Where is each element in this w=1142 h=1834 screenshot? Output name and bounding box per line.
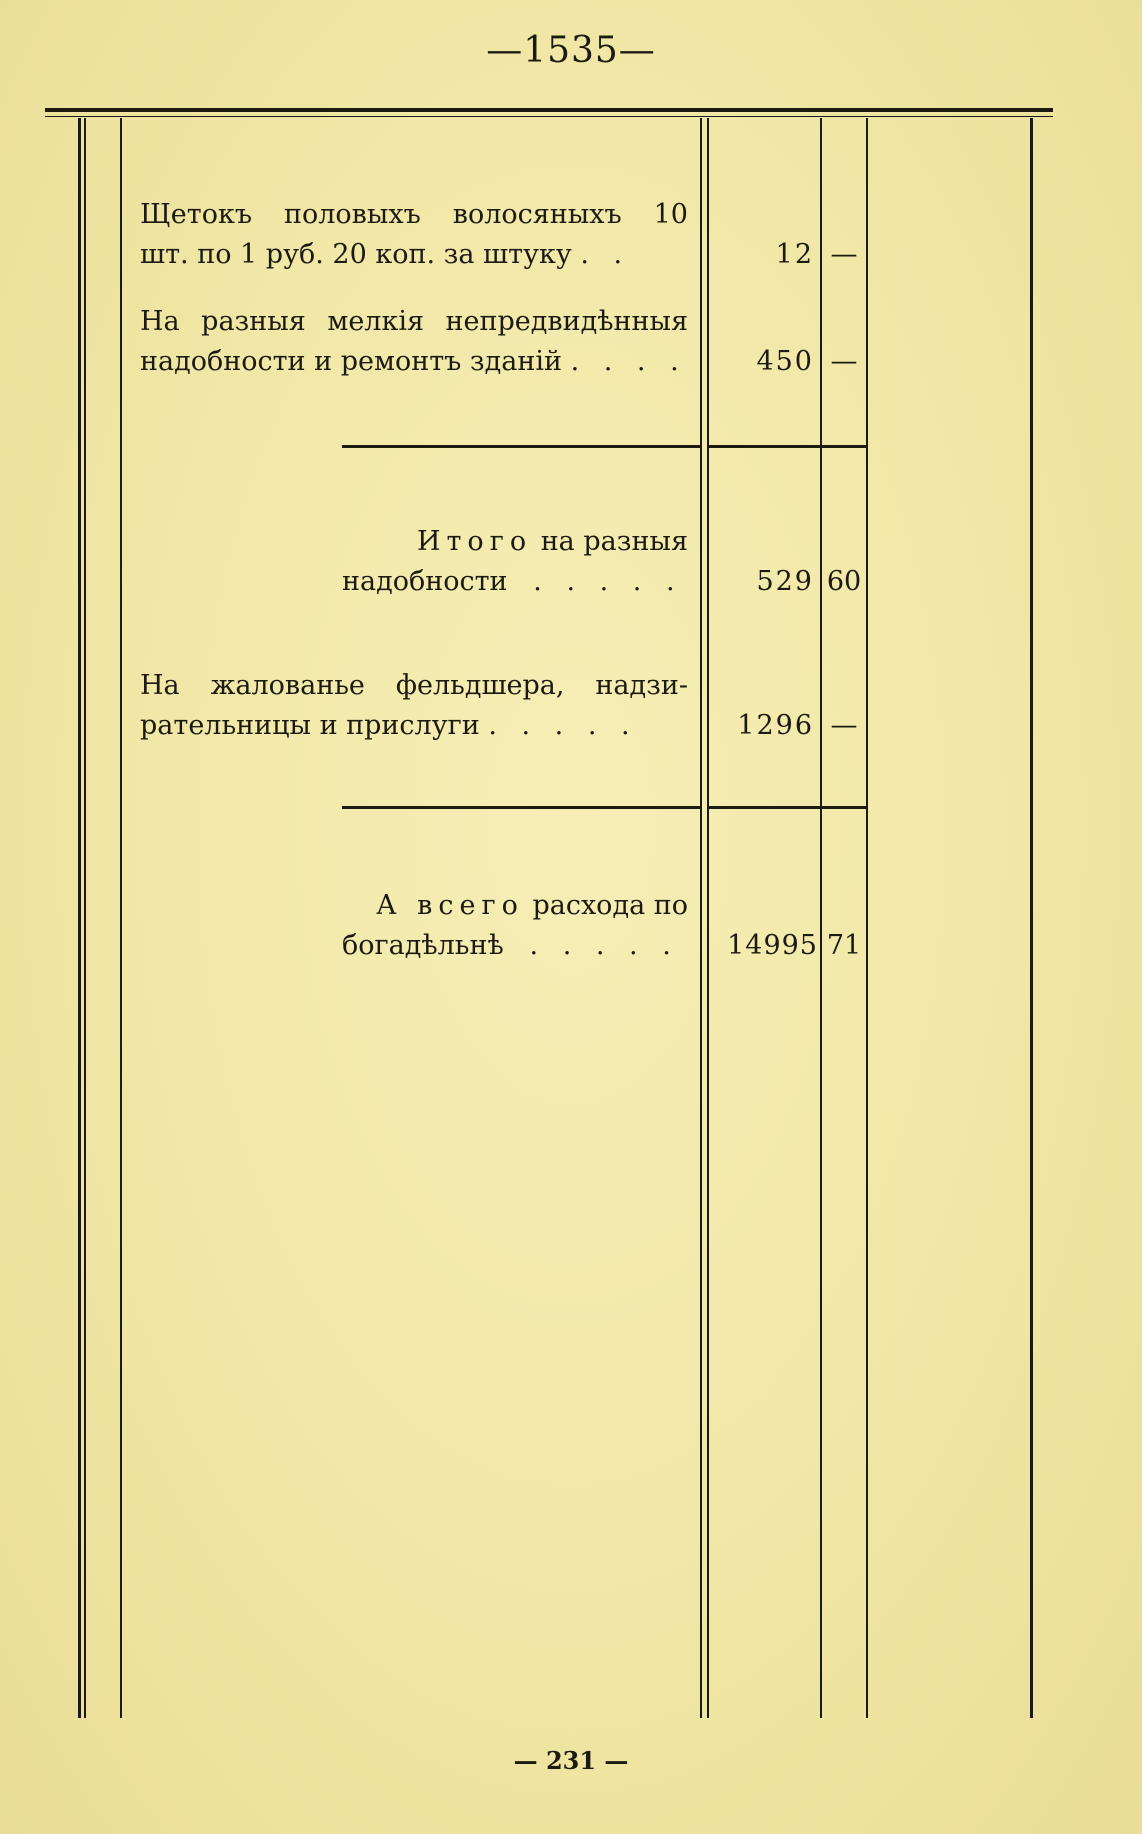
- row-subtotal-label-rest: на разныя: [540, 526, 688, 557]
- row-subtotal-kopecks: 60: [826, 566, 862, 597]
- page-footer-number: — 231 —: [513, 1746, 629, 1775]
- row-minor-needs-rubles: 450: [756, 346, 814, 377]
- row-subtotal-label-spaced: Итого: [416, 526, 533, 557]
- subtotal-rule-rubles: [707, 445, 820, 448]
- row-minor-needs-line2: надобности и ремонтъ зданій: [140, 346, 562, 377]
- row-brushes-rubles: 12: [775, 239, 814, 270]
- row-total-rubles: 14995: [727, 930, 818, 961]
- table-row-subtotal: [342, 522, 688, 602]
- subtotal-rule-text: [342, 445, 700, 448]
- table-row-brushes: [140, 195, 688, 275]
- table-border-left-inner: [84, 118, 86, 1718]
- table-column-divider-text: [700, 118, 702, 1718]
- row-salary-rubles: 1296: [737, 710, 814, 741]
- row-brushes-dots: . .: [580, 239, 631, 270]
- table-column-divider-margin: [120, 118, 122, 1718]
- row-total-label-spaced: А всего: [376, 890, 524, 921]
- subtotal-rule-kopecks: [822, 445, 866, 448]
- row-salary-dots: . . . . .: [488, 710, 638, 741]
- row-total-line2: богадѣльнѣ: [342, 930, 504, 961]
- row-total-label-rest: расхода по: [532, 890, 688, 921]
- row-total-dots: . . . . .: [529, 930, 679, 961]
- row-salary-line2: рательницы и прислуги: [140, 710, 480, 741]
- table-border-right: [1030, 118, 1033, 1718]
- row-subtotal-dots: . . . . .: [533, 566, 683, 597]
- total-rule-text: [342, 806, 700, 809]
- row-salary-kopecks: —: [830, 710, 858, 741]
- row-total-kopecks: 71: [826, 930, 862, 961]
- table-row-minor-needs: [140, 302, 688, 382]
- table-row-salary: [140, 666, 688, 746]
- total-rule-rubles: [707, 806, 820, 809]
- table-column-divider-kopecks: [866, 118, 868, 1718]
- row-minor-needs-kopecks: —: [830, 346, 858, 377]
- row-minor-needs-line1: На разныя мелкія непредвидѣнныя: [140, 306, 688, 337]
- table-column-divider-text-inner: [707, 118, 709, 1718]
- header-rule-thick: [45, 108, 1053, 112]
- header-rule-thin: [45, 116, 1053, 117]
- table-row-grand-total: [342, 886, 688, 966]
- row-salary-line1: На жалованье фельдшера, надзи-: [140, 670, 688, 701]
- row-brushes-kopecks: —: [830, 239, 858, 270]
- row-minor-needs-dots: . . . .: [570, 346, 687, 377]
- row-subtotal-rubles: 529: [756, 566, 814, 597]
- table-column-divider-rubles: [820, 118, 822, 1718]
- row-subtotal-line2: надобности: [342, 566, 508, 597]
- total-rule-kopecks: [822, 806, 866, 809]
- page-header-number: —1535—: [486, 30, 656, 71]
- row-brushes-line2: шт. по 1 руб. 20 коп. за штуку: [140, 239, 572, 270]
- row-brushes-line1: Щетокъ половыхъ волосяныхъ 10: [140, 199, 688, 230]
- table-border-left-outer: [78, 118, 81, 1718]
